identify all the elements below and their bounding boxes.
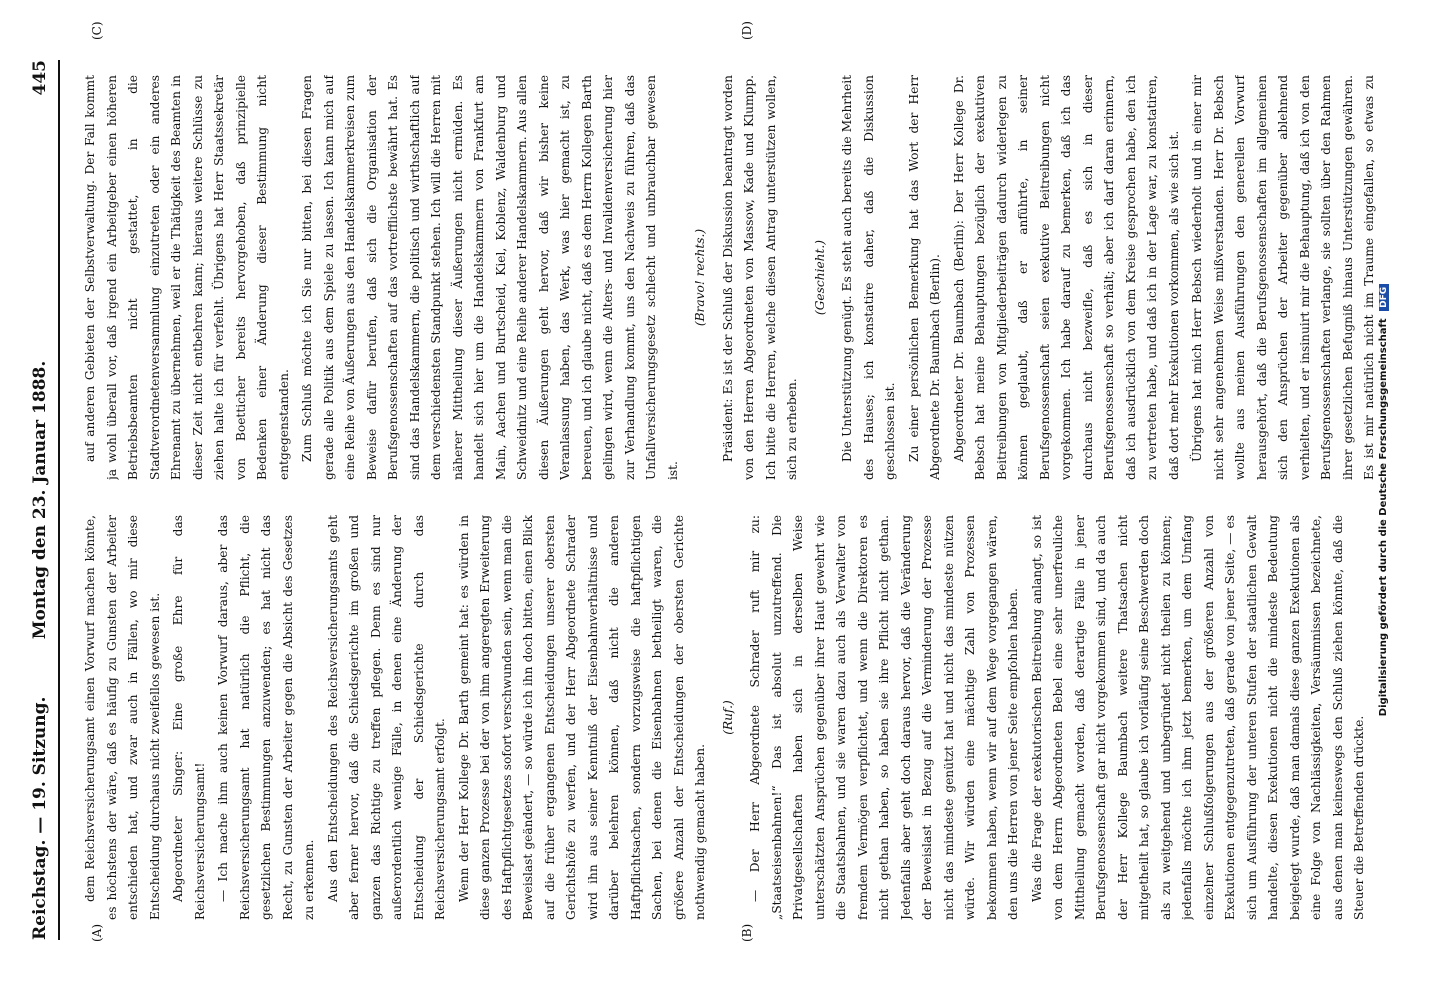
text-column-right [80, 75, 1380, 480]
paragraph: Präsident: Es ist der Schluß der Diskussion beantragt worden von den Herren Abgeordneten von Massow, Kade und Klumpp. Ich bitte die Herren, welche diesen Antrag unterstützen wollen, sich zu erheben. [720, 75, 799, 480]
margin-mark-a: (A) [90, 923, 104, 942]
paragraph: Abgeordneter Dr. Baumbach (Berlin): Der Herr Kollege Dr. Bebsch hat meine Behauptungen bezüglich der exekutiven Beitreibungen von Mitgliederbeiträgen dadurch widerlegen zu können geglaubt, daß er anführte, in seiner Berufsgenossenschaft seien exekutive Beitreibungen nicht vorgekommen. Ich habe darauf zu bemerken, daß ich das durchaus nicht bezweifle, daß es sich in dieser Berufsgenossenschaft so verhält; aber ich darf daran erinnern, daß ich ausdrücklich von dem Kreise gesprochen habe, den ich zu vertreten habe, und daß ich in der Lage war, zu konstatiren, daß dort mehr Exekutionen vorkommen, als wie sich ist. [951, 75, 1181, 480]
header-rule [58, 60, 60, 940]
paragraph: Aus den Entscheidungen des Reichsversicherungsamts geht aber ferner hervor, daß die Schiedsgerichte im großen und ganzen das Richtige zu treffen pflegen. Denn es sind nur außerordentlich wenige Fälle, in denen eine Änderung der Entscheidung der Schiedsgerichte durch das Reichsversicherungsamt erfolgt. [325, 515, 447, 920]
dfg-logo: DFG [1379, 284, 1389, 311]
paragraph: Wenn der Herr Kollege Dr. Barth gemeint hat: es würden in diese ganzen Prozesse bei der von ihm angeregten Erweiterung des Haftpflichtgesetzes sofort verschwunden sein, wenn man die Beweislast geändert, — so würde ich ihn doch bitten, einen Blick auf die früher ergangenen Entscheidungen unserer obersten Gerichtshöfe zu werfen, und der Herr Abgeordnete Schrader wird ihn aus seiner Kenntniß der Eisenbahnverhältnisse und darüber belehren können, daß nicht die anderen Haftpflichtsachen, sondern vorzugsweise die haftpflichtigen Sachen, bei denen die Eisenbahnen betheiligt waren, die größere Anzahl der Entscheidungen der obersten Gerichte nothwendig gemacht haben. [456, 515, 707, 920]
paragraph: — Der Herr Abgeordnete Schrader ruft mir zu: „Staatseisenbahnen!“ Das ist absolut unzutreffend. Die Privatgesellschaften haben sich in derselben Weise unterschätzten Ansprüchen gegenüber ihrer Haut gewehrt wie die Staatsbahnen, und sie waren dazu auch als Verwalter von fremdem Vermögen verpflichtet, und wenn die Direktoren es nicht gethan haben, so haben sie ihre Pflicht nicht gethan. Jedenfalls aber geht doch daraus hervor, daß die Veränderung der Beweislast in Bezug auf die Verminderung der Prozesse nicht das mindeste genützt hat und nicht das mindeste nützen würde. Wir würden eine mächtige Zahl von Prozessen bekommen haben, wenn wir auf dem Wege vorgegangen wären, den uns die Herren von jener Seite empfohlen haben. [748, 515, 1020, 920]
paragraph: Was die Frage der exekutorischen Beitreibung anlangt, so ist von dem Herrn Abgeordneten Bebel eine sehr unerfreuliche Mittheilung gemacht worden, daß derartige Fälle in jener Berufsgenossenschaft gar nicht vorgekommen sind, und da auch der Herr Kollege Baumbach weitere Thatsachen nicht mitgetheilt hat, so glaube ich vorläufig seine Beschwerden doch als zu weitgehend und unbegründet nicht theilen zu können; jedenfalls möchte ich ihm jetzt bemerken, um dem Umfang einzelner Schlußfolgerungen aus der größeren Anzahl von Exekutionen entgegenzutreten, daß gerade von jener Seite, — es sich um Ausführung der unteren Stufen der staatlichen Gewalt handelte, diesen Exekutionen nicht die mindeste Bedeutung beigelegt wurde, daß man damals diese ganzen Exekutionen als eine Folge von Nachlässigkeiten, Versäumnissen bezeichnete, aus denen man keineswegs den Schluß ziehen könnte, daß die Steuer die Betreffenden drückte. [1029, 515, 1366, 920]
digitization-credit [1378, 20, 1389, 980]
paragraph: Zu einer persönlichen Bemerkung hat das Wort der Herr Abgeordnete Dr. Baumbach (Berlin). [906, 75, 942, 480]
text-column-left [80, 515, 1380, 920]
paragraph: auf anderen Gebieten der Selbstverwaltung. Der Fall kommt ja wohl überall vor, daß irgend ein Arbeitgeber einen höheren Betriebsbeamten nicht gestattet, in die Stadtverordnetenversammlung einzutreten oder ein anderes Ehrenamt zu übernehmen, weil er die Thätigkeit des Beamten in dieser Zeit nicht entbehren kann; hieraus weitere Schlüsse zu ziehen halte ich für verfehlt. Übrigens hat Herr Staatssekretär von Boetticher bereits hervorgehoben, daß prinzipielle Bedenken einer Änderung dieser Bestimmung nicht entgegenstanden. [83, 75, 291, 480]
paragraph: Abgeordneter Singer: Eine große Ehre für das Reichsversicherungsamt! [171, 515, 207, 920]
page-number: 445 [30, 60, 50, 96]
interjection: (Geschieht.) [812, 239, 827, 316]
paragraph: dem Reichsversicherungsamt einen Vorwurf machen könnte, es höchstens der wäre, daß es häufig zu Gunsten der Arbeiter entschieden hat, und zwar auch in Fällen, wo mir diese Entscheidung durchaus nicht zweifellos gewesen ist. [83, 515, 162, 920]
credit-text: Digitalisierung gefördert durch die Deutsche Forschungsgemeinschaft [1378, 318, 1389, 717]
running-header-left: Reichstag. — 19. Sitzung. [30, 696, 50, 940]
running-header-date: Montag den 23. Januar 1888. [30, 360, 50, 640]
paragraph: Die Unterstützung genügt. Es steht auch bereits die Mehrheit des Hauses; ich konstatire daher, daß die Diskussion geschlossen ist. [840, 75, 897, 480]
margin-mark-d: (D) [740, 21, 754, 40]
margin-mark-c: (C) [90, 21, 104, 40]
paragraph: Zum Schluß möchte ich Sie nur bitten, bei diesen Fragen gerade alle Politik aus dem Spiele zu lassen. Ich kann mich auf eine Reihe von Äußerungen aus den Handelskammerkreisen zum Beweise dafür berufen, daß sich die Organisation der Berufsgenossenschaften auf das vortrefflichste bewährt hat. Es sind das Handelskammern, die politisch und wirthschaftlich auf dem verschiedensten Standpunkt stehen. Ich will die Herren mit näherer Mittheilung dieser Äußerungen nicht ermüden. Es handelt sich hier um die Handelskammern von Frankfurt am Main, Aachen und Burtscheid, Kiel, Koblenz, Waldenburg und Schweidnitz und eine Reihe anderer Handelskammern. Aus allen diesen Äußerungen geht hervor, daß wir bisher keine Veranlassung haben, das Werk, was hier gemacht ist, zu bereuen, und ich glaube nicht, daß es dem Herrn Kollegen Barth gelingen wird, wenn die Alters- und Invalidenversicherung hier zur Verhandlung kommt, uns den Nachweis zu führen, daß das Unfallversicherungsgesetz schlecht und unbrauchbar gewesen ist. [300, 75, 680, 480]
margin-mark-b: (B) [740, 923, 754, 942]
paragraph: — Ich mache ihm auch keinen Vorwurf daraus, aber das Reichsversicherungsamt hat natürlich die Pflicht, die gesetzlichen Bestimmungen anzuwenden; es hat nicht das Recht, zu Gunsten der Arbeiter gegen die Absicht des Gesetzes zu erkennen. [216, 515, 316, 920]
interjection: (Bravo! rechts.) [693, 228, 707, 327]
interjection: (Ruf.) [720, 700, 735, 735]
paragraph: Übrigens hat mich Herr Bebsch wiederholt und in einer mir nicht sehr angenehmen Weise mißverstanden. Herr Dr. Bebsch wollte aus meinen Ausführungen den generellen Vorwurf herausgehört, daß die Berufsgenossenschaften im allgemeinen sich den Ansprüchen der Arbeiter gegenüber ablehnend verhielten, und er insinuirt mir die Behauptung, daß ich von den Berufsgenossenschaften verlange, sie sollten über den Rahmen ihrer gesetzlichen Befugniß hinaus Unterstützungen gewähren. Es ist mir natürlich nicht im Traume eingefallen, so etwas zu [1190, 75, 1376, 480]
